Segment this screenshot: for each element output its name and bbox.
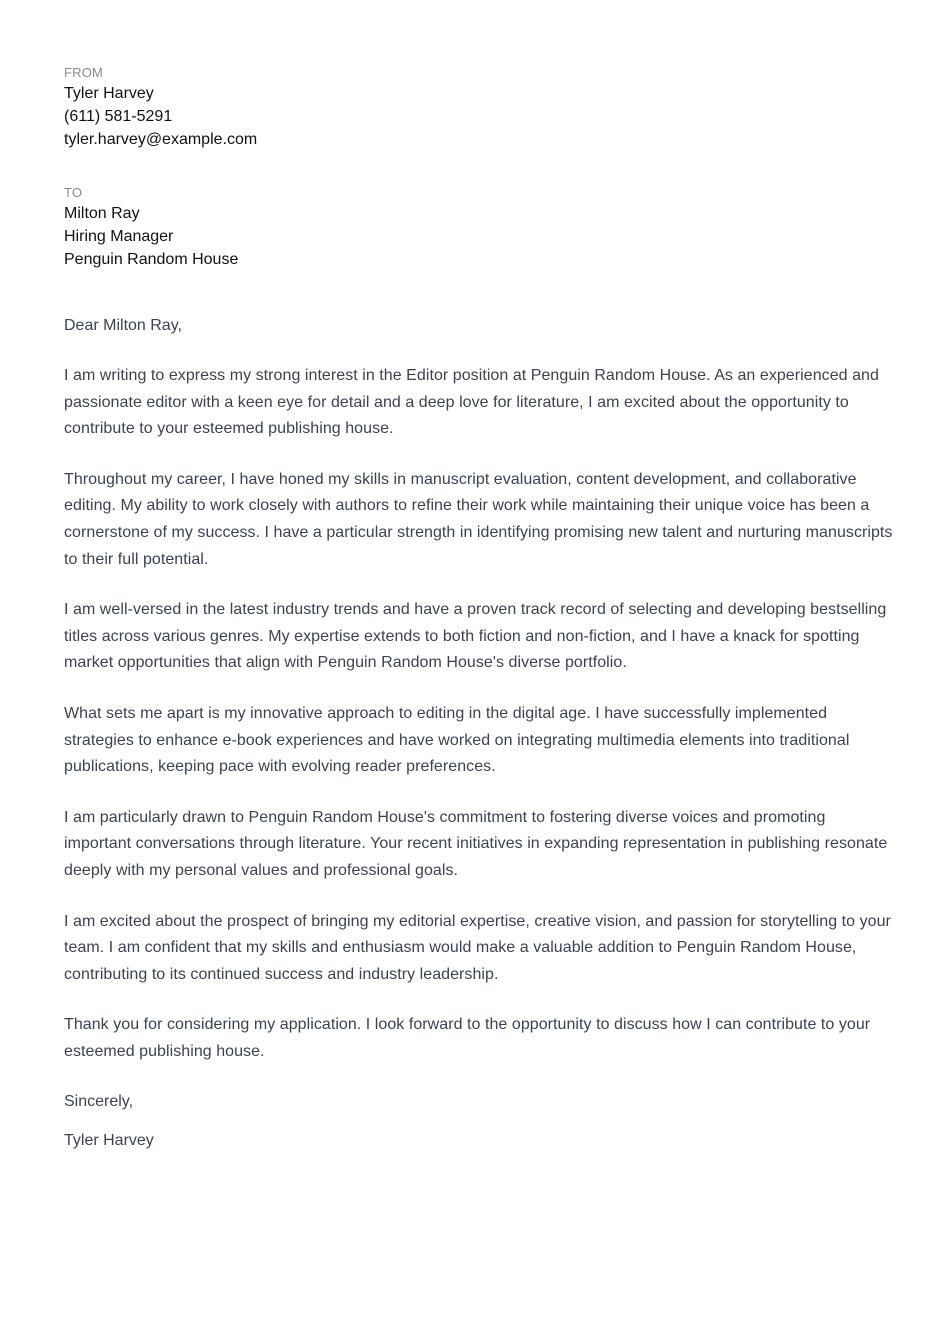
sender-block	[64, 64, 896, 151]
sender-name: Tyler Harvey	[64, 85, 154, 102]
body-paragraph: Throughout my career, I have honed my skills in manuscript evaluation, content development, and collaborative editing. My ability to work closely with authors to refine their work while maintaining their unique voice has been a cornerstone of my success. I have a particular strength in identifying promising new talent and nurturing manuscripts to their full potential.	[64, 470, 893, 568]
sender-email: tyler.harvey@example.com	[64, 131, 258, 148]
to-label: TO	[64, 185, 83, 200]
body-paragraph: I am well-versed in the latest industry trends and have a proven track record of selecting and developing bestselling titles across various genres. My expertise extends to both fiction and non-fiction, and I have a knack for spotting market opportunities that align with Penguin Random House's diverse portfolio.	[64, 601, 887, 672]
sender-phone: (611) 581-5291	[64, 108, 173, 125]
cover-letter	[64, 64, 896, 1154]
closing: Sincerely,	[64, 1093, 134, 1111]
salutation: Dear Milton Ray,	[64, 317, 182, 334]
body-paragraph: I am writing to express my strong interest in the Editor position at Penguin Random House. As an experienced and passionate editor with a keen eye for detail and a deep love for literature, I am excited about the opportunity to contribute to your esteemed publishing house.	[64, 367, 879, 438]
recipient-name: Milton Ray	[64, 205, 140, 222]
body-paragraph: I am particularly drawn to Penguin Random House's commitment to fostering diverse voices and promoting important conversations through literature. Your recent initiatives in expanding representation in publishing resonate deeply with my personal values and professional goals.	[64, 808, 888, 879]
body-paragraph: Thank you for considering my application. I look forward to the opportunity to discuss how I can contribute to your esteemed publishing house.	[64, 1016, 871, 1060]
body-paragraph: What sets me apart is my innovative approach to editing in the digital age. I have successfully implemented strategies to enhance e-book experiences and have worked on integrating multimedia elements into traditional publications, keeping pace with evolving reader preferences.	[64, 704, 850, 776]
recipient-company: Penguin Random House	[64, 251, 239, 268]
body-paragraph: I am excited about the prospect of bringing my editorial expertise, creative vision, and passion for storytelling to your team. I am confident that my skills and enthusiasm would make a valuable addition to Penguin Random House, contributing to its continued success and industry leadership.	[64, 912, 891, 983]
recipient-title: Hiring Manager	[64, 228, 174, 245]
recipient-block	[64, 184, 896, 271]
from-label: FROM	[64, 65, 104, 80]
signature: Tyler Harvey	[64, 1132, 154, 1150]
letter-body	[64, 363, 896, 1065]
